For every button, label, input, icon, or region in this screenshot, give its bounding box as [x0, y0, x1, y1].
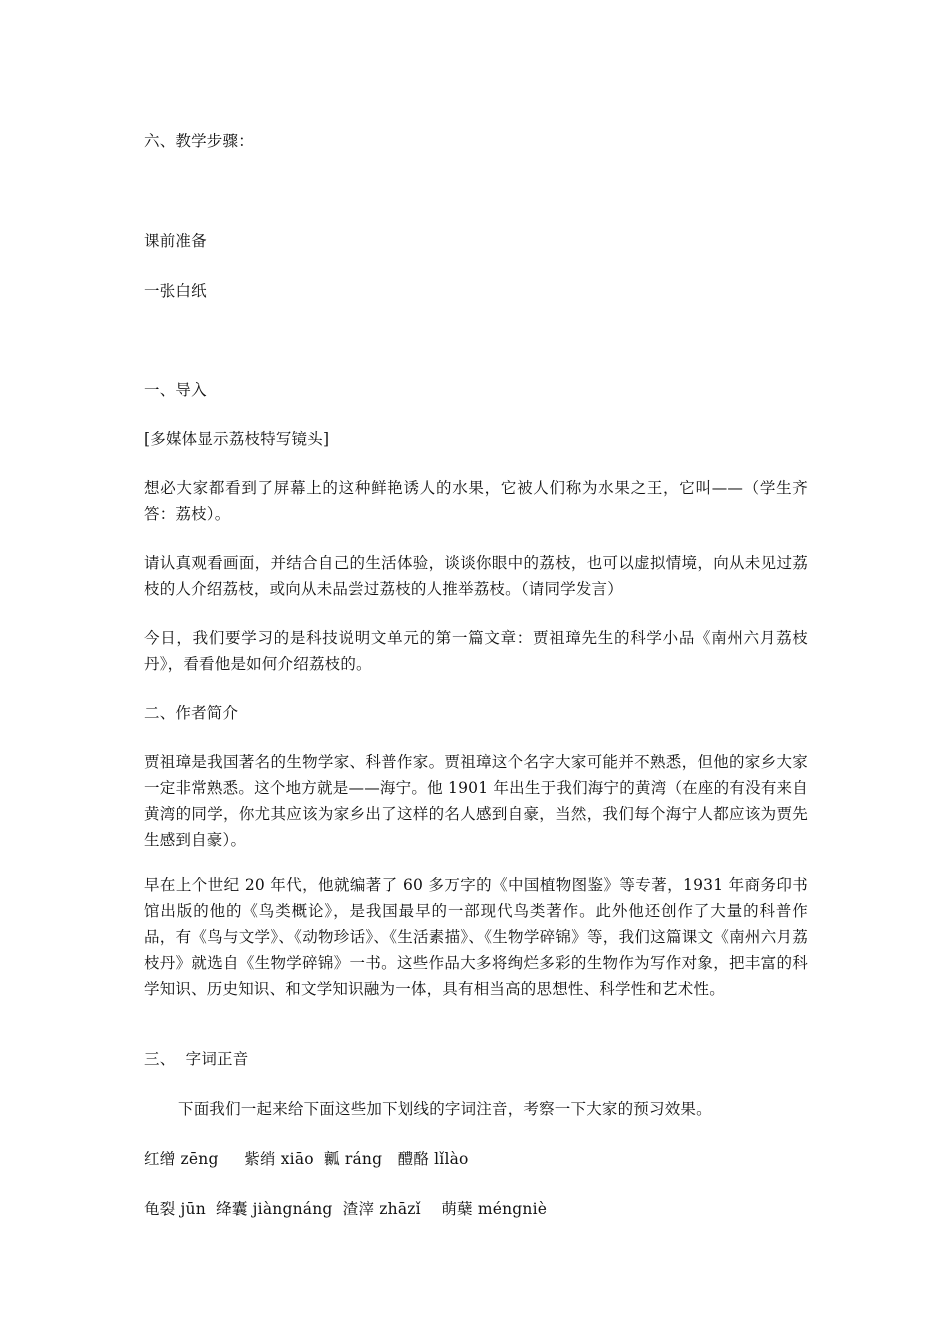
section-author-paragraph-2: 早在上个世纪 20 年代，他就编著了 60 多万字的《中国植物图鉴》等专著，1931 年商务印书馆出版的他的《鸟类概论》，是我国最早的一部现代鸟类著作。此外他还创作了大量的科普作品，有《鸟与文学》、《动物珍话》、《生活素描》、《生物学碎锦》等，我们这篇课文《南州六月荔枝丹》就选自《生物学碎锦》一书。这些作品大多将绚烂多彩的生物作为写作对象，把丰富的科学知识、历史知识、和文学知识融为一体，具有相当高的思想性、科学性和艺术性。	[144, 876, 808, 998]
section-pronunciation-intro: 下面我们一起来给下面这些加下划线的字词注音，考察一下大家的预习效果。	[178, 1100, 712, 1118]
prep-title: 课前准备	[144, 232, 207, 250]
section-intro-media-note: [多媒体显示荔枝特写镜头]	[144, 430, 330, 448]
section-author-paragraph-1: 贾祖璋是我国著名的生物学家、科普作家。贾祖璋这个名字大家可能并不熟悉，但他的家乡大家一定非常熟悉。这个地方就是——海宁。他 1901 年出生于我们海宁的黄湾（在座的有没有来自黄湾的同学，你尤其应该为家乡出了这样的名人感到自豪，当然，我们每个海宁人都应该为贾先生感到自豪）。	[144, 753, 808, 849]
prep-item: 一张白纸	[144, 282, 207, 300]
section-pronunciation-title: 三、 字词正音	[144, 1050, 249, 1068]
section-intro-paragraph-2: 请认真观看画面，并结合自己的生活体验，谈谈你眼中的荔枝，也可以虚拟情境，向从未见过荔枝的人介绍荔枝，或向从未品尝过荔枝的人推举荔枝。（请同学发言）	[144, 554, 808, 598]
word-list-line-2: 龟裂 jūn 绛囊 jiàngnáng 渣滓 zhāzǐ 萌蘖 méngniè	[144, 1200, 548, 1218]
word-list-line-1: 红缯 zēng 紫绡 xiāo 瓤 ráng 醴酪 lǐlào	[144, 1150, 469, 1168]
document-page	[144, 0, 808, 1344]
section-intro-paragraph-3: 今日，我们要学习的是科技说明文单元的第一篇文章：贾祖璋先生的科学小品《南州六月荔枝丹》，看看他是如何介绍荔枝的。	[144, 629, 808, 673]
section-intro-title: 一、导入	[144, 381, 207, 399]
section-author-title: 二、作者简介	[144, 704, 239, 722]
section-intro-paragraph-1: 想必大家都看到了屏幕上的这种鲜艳诱人的水果，它被人们称为水果之王，它叫——（学生齐答：荔枝）。	[144, 479, 808, 523]
heading-teaching-steps: 六、教学步骤：	[144, 132, 254, 150]
